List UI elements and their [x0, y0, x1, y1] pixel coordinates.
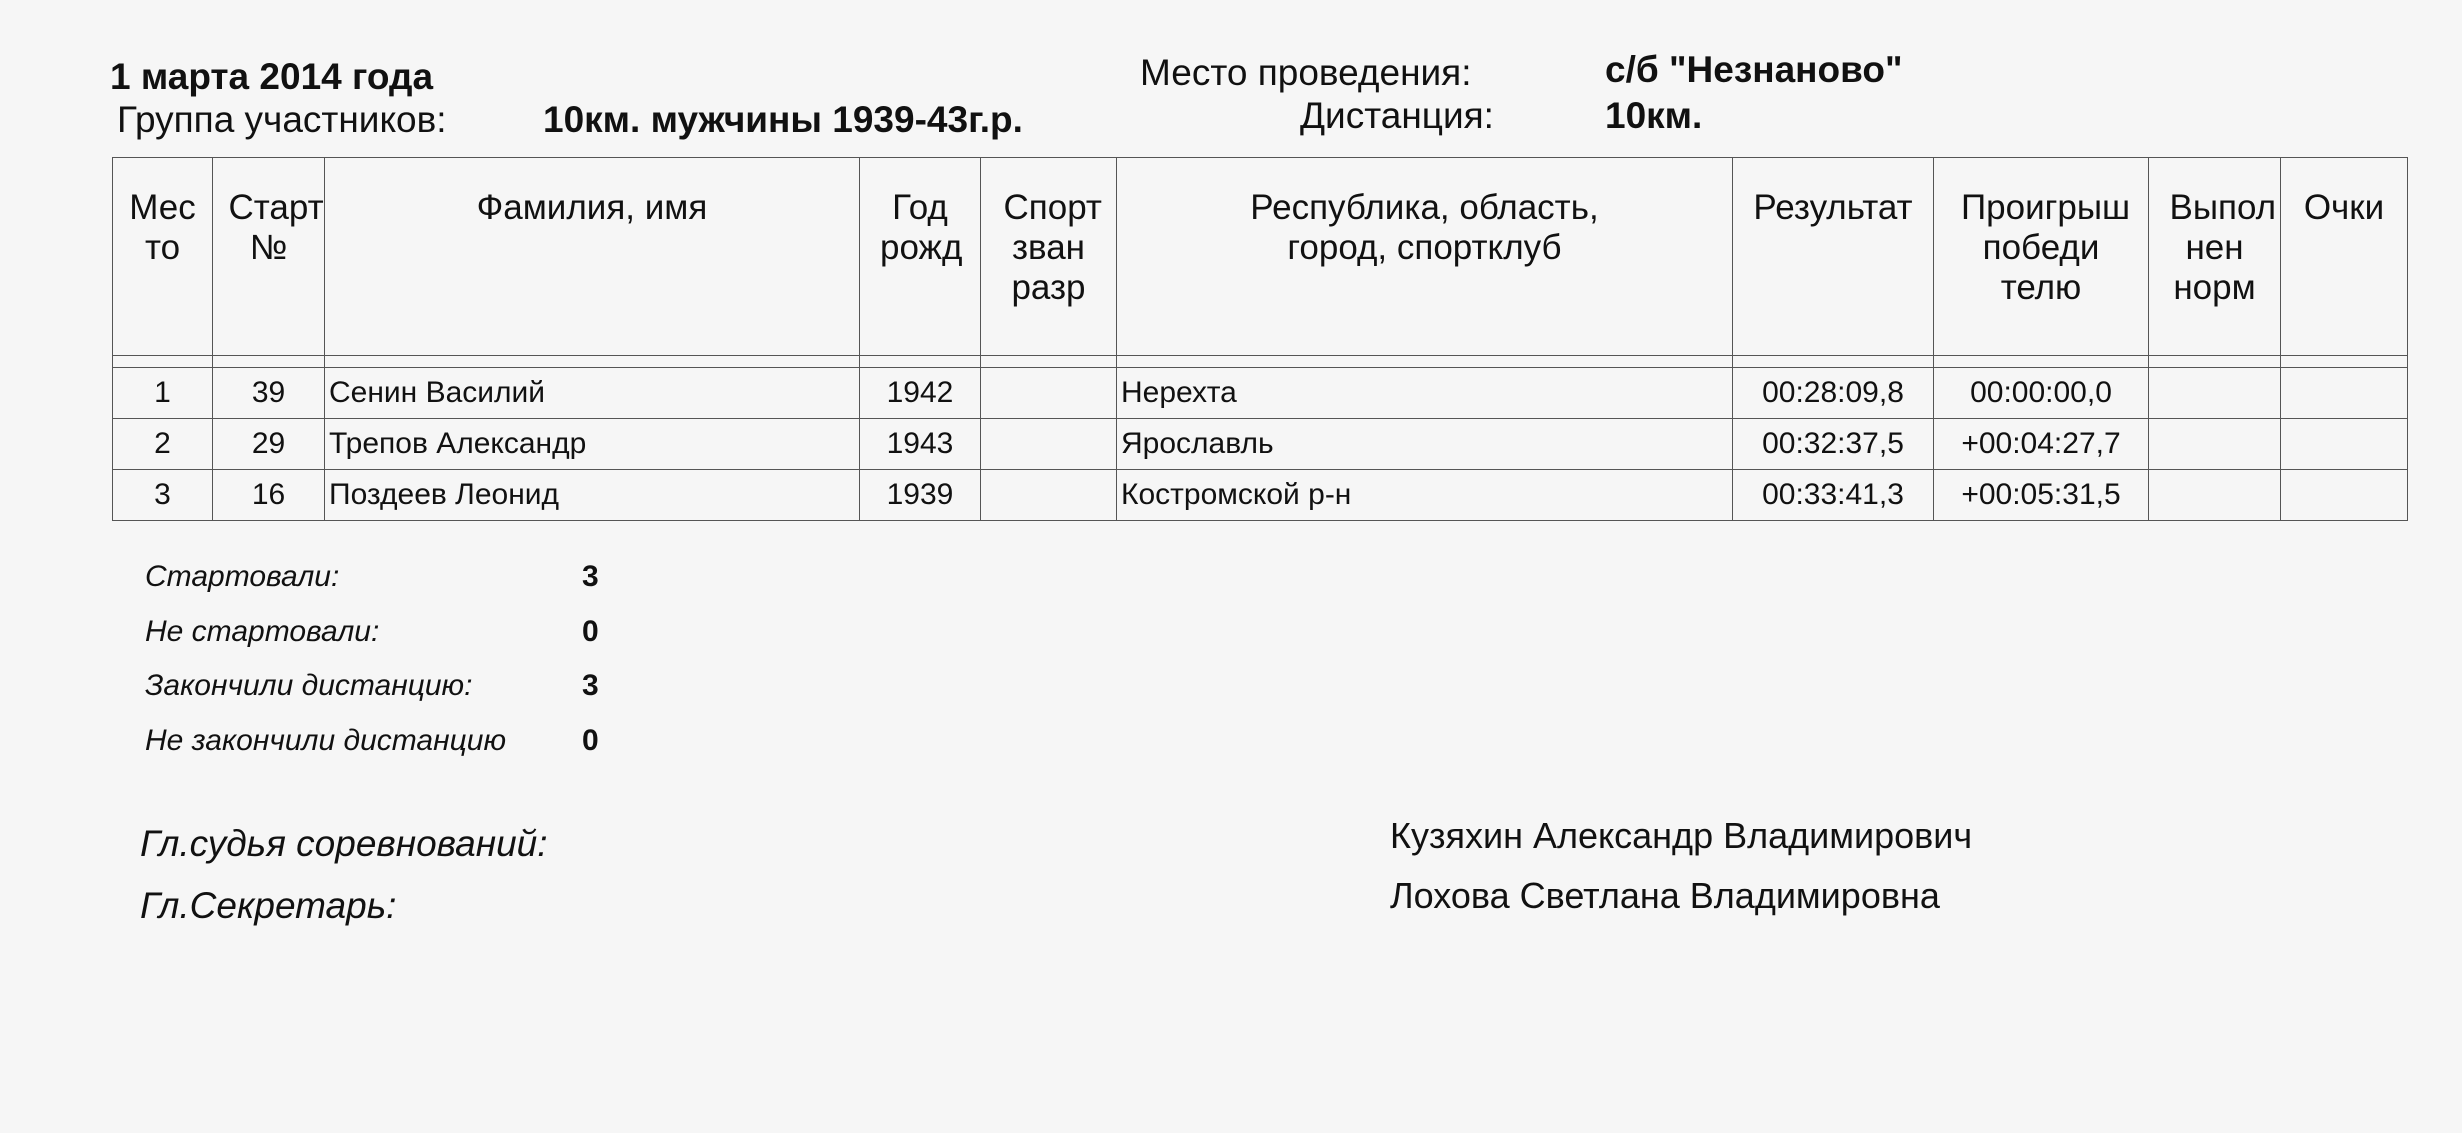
cell-region: Ярославль — [1117, 419, 1733, 470]
event-date: 1 марта 2014 года — [110, 56, 434, 97]
cell-result: 00:32:37,5 — [1733, 419, 1934, 470]
cell-behind: +00:05:31,5 — [1934, 470, 2149, 521]
cell-birth-year: 1942 — [860, 368, 981, 419]
col-header-birth-year: Год рожд — [860, 158, 981, 356]
col-header-points: Очки — [2281, 158, 2408, 356]
table-row — [113, 368, 2408, 419]
cell-norm — [2149, 368, 2281, 419]
cell-bib: 16 — [213, 470, 325, 521]
table-gap-row — [113, 356, 2408, 368]
cell-sport-rank — [981, 368, 1117, 419]
cell-points — [2281, 368, 2408, 419]
results-table — [112, 157, 2408, 521]
col-header-bib: Старт № — [213, 158, 325, 356]
stat-not-finished-label: Не закончили дистанцию — [145, 724, 506, 757]
cell-bib: 29 — [213, 419, 325, 470]
cell-points — [2281, 470, 2408, 521]
cell-norm — [2149, 419, 2281, 470]
cell-name: Трепов Александр — [325, 419, 860, 470]
chief-judge-name: Кузяхин Александр Владимирович — [1390, 815, 1973, 856]
cell-sport-rank — [981, 470, 1117, 521]
group-label: Группа участников: — [117, 99, 447, 140]
stat-finished-value: 3 — [582, 669, 599, 702]
cell-result: 00:28:09,8 — [1733, 368, 1934, 419]
cell-region: Костромской р-н — [1117, 470, 1733, 521]
cell-birth-year: 1943 — [860, 419, 981, 470]
chief-secretary-label: Гл.Секретарь: — [140, 885, 397, 926]
col-header-sport-rank: Спорт зван разр — [981, 158, 1117, 356]
stat-not-started-value: 0 — [582, 615, 599, 648]
distance-value: 10км. — [1605, 95, 1703, 136]
cell-bib: 39 — [213, 368, 325, 419]
col-header-place: Мес то — [113, 158, 213, 356]
chief-judge-label: Гл.судья соревнований: — [140, 823, 548, 864]
cell-sport-rank — [981, 419, 1117, 470]
stat-not-finished-value: 0 — [582, 724, 599, 757]
cell-region: Нерехта — [1117, 368, 1733, 419]
table-row — [113, 470, 2408, 521]
cell-behind: +00:04:27,7 — [1934, 419, 2149, 470]
cell-birth-year: 1939 — [860, 470, 981, 521]
cell-norm — [2149, 470, 2281, 521]
distance-label: Дистанция: — [1300, 95, 1494, 136]
group-value: 10км. мужчины 1939-43г.р. — [543, 99, 1023, 140]
cell-place: 3 — [113, 470, 213, 521]
stat-started-label: Стартовали: — [145, 560, 340, 593]
col-header-region: Республика, область, город, спортклуб — [1117, 158, 1733, 356]
venue-label: Место проведения: — [1140, 52, 1472, 93]
cell-name: Сенин Василий — [325, 368, 860, 419]
col-header-name: Фамилия, имя — [325, 158, 860, 356]
cell-place: 1 — [113, 368, 213, 419]
col-header-behind: Проигрыш победи телю — [1934, 158, 2149, 356]
cell-name: Поздеев Леонид — [325, 470, 860, 521]
col-header-result: Результат — [1733, 158, 1934, 356]
chief-secretary-name: Лохова Светлана Владимировна — [1390, 875, 1940, 916]
col-header-norm: Выпол нен норм — [2149, 158, 2281, 356]
stat-finished-label: Закончили дистанцию: — [145, 669, 473, 702]
cell-place: 2 — [113, 419, 213, 470]
venue-value: с/б "Незнаново" — [1605, 49, 1903, 90]
table-row — [113, 419, 2408, 470]
cell-result: 00:33:41,3 — [1733, 470, 1934, 521]
cell-points — [2281, 419, 2408, 470]
stat-started-value: 3 — [582, 560, 599, 593]
stat-not-started-label: Не стартовали: — [145, 615, 380, 648]
cell-behind: 00:00:00,0 — [1934, 368, 2149, 419]
table-header-row — [113, 158, 2408, 356]
